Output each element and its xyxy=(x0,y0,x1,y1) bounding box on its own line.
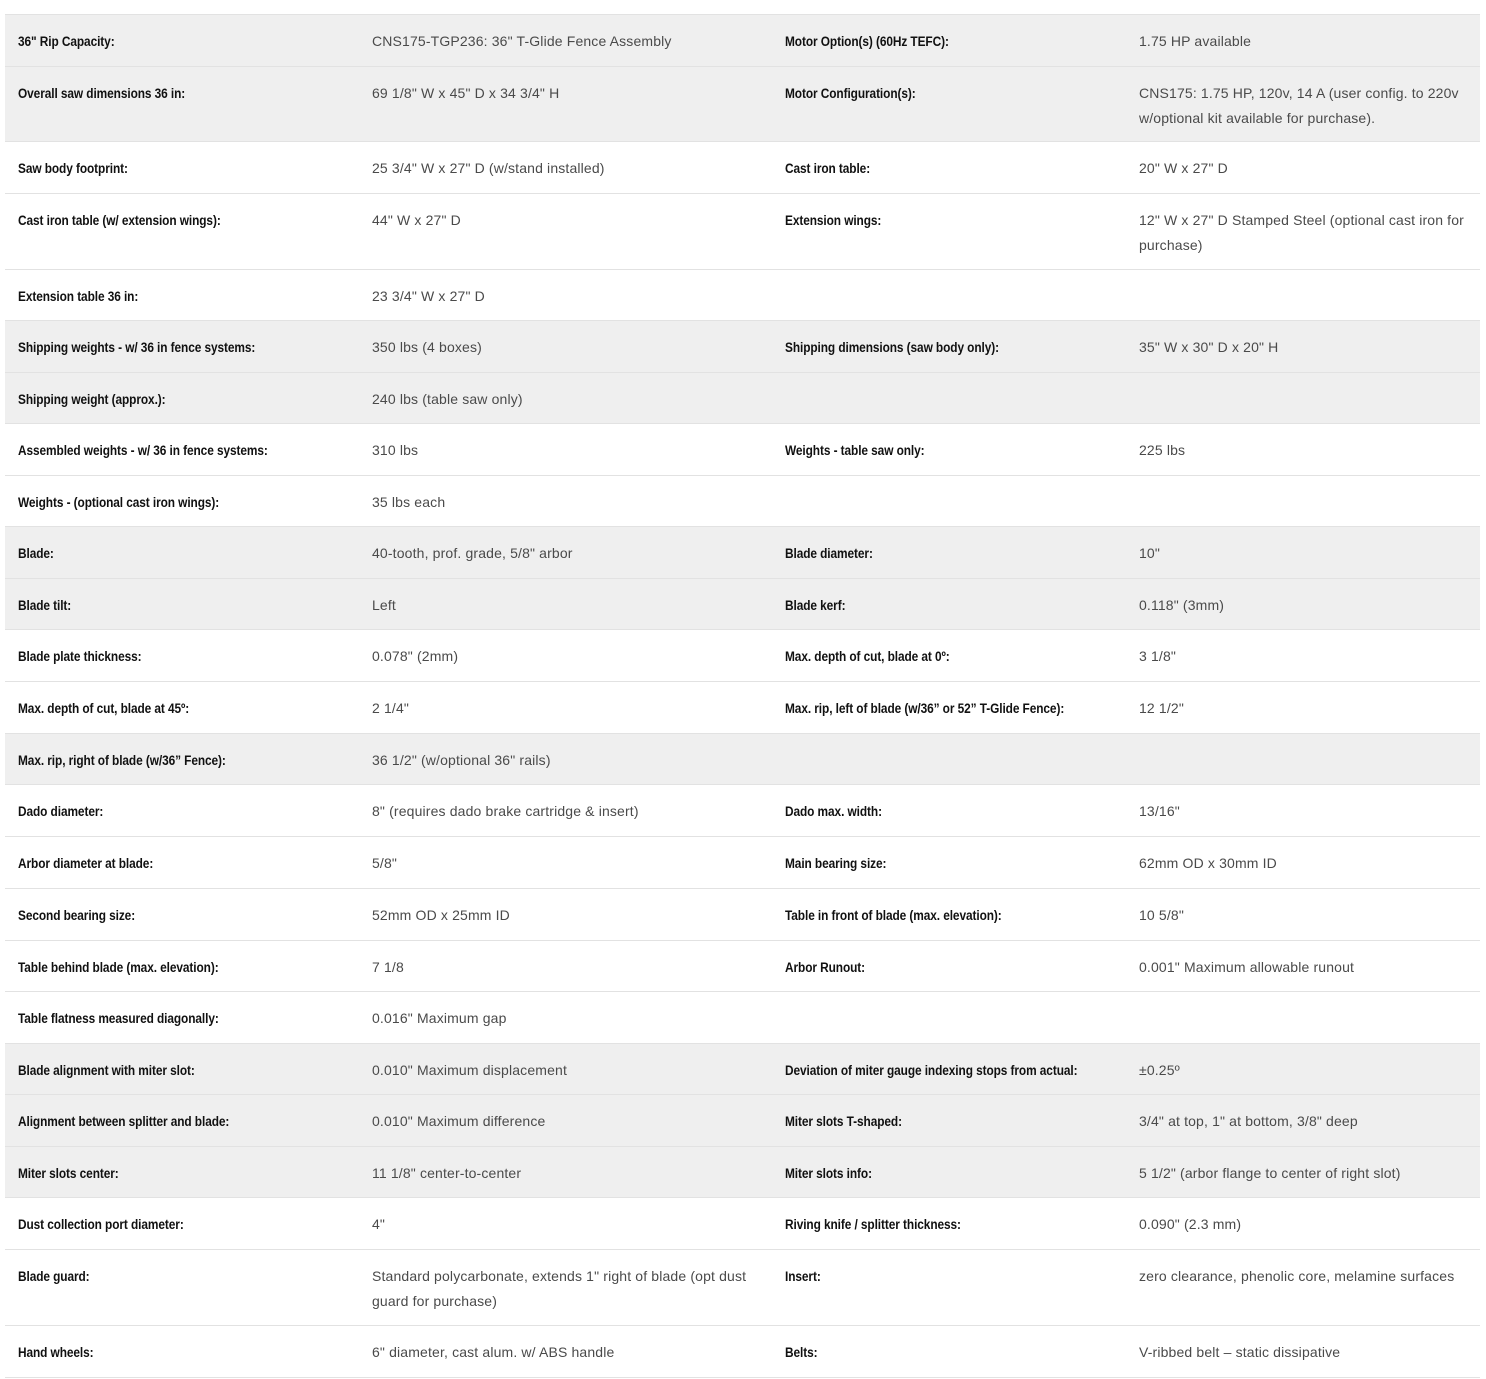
spec-label xyxy=(773,992,1127,1032)
spec-value: zero clearance, phenolic core, melamine surfaces xyxy=(1139,1268,1455,1284)
table-row xyxy=(5,992,1480,1044)
table-row xyxy=(5,142,1480,194)
spec-label: Cast iron table (w/ extension wings): xyxy=(18,213,221,228)
table-row xyxy=(5,1044,1480,1095)
table-row xyxy=(5,321,1480,373)
spec-label: Alignment between splitter and blade: xyxy=(18,1114,230,1129)
spec-value: V-ribbed belt – static dissipative xyxy=(1139,1344,1341,1360)
spec-label: Table behind blade (max. elevation): xyxy=(18,960,219,975)
table-row xyxy=(5,734,1480,785)
spec-label: Cast iron table: xyxy=(785,161,871,176)
spec-value: Standard polycarbonate, extends 1" right of blade (opt dust guard for purchase) xyxy=(372,1268,747,1309)
spec-label xyxy=(773,373,1127,413)
spec-value: 40-tooth, prof. grade, 5/8" arbor xyxy=(372,545,573,561)
spec-label: Riving knife / splitter thickness: xyxy=(785,1217,961,1232)
spec-value xyxy=(1127,992,1480,1006)
spec-value: 0.118" (3mm) xyxy=(1139,597,1225,613)
table-row xyxy=(5,1198,1480,1250)
spec-label: Second bearing size: xyxy=(18,908,136,923)
spec-value: 11 1/8" center-to-center xyxy=(372,1165,522,1181)
spec-value xyxy=(1127,734,1480,748)
table-row xyxy=(5,1250,1480,1326)
spec-label: Belts: xyxy=(785,1345,818,1360)
spec-label: Miter slots T-shaped: xyxy=(785,1114,902,1129)
spec-value: 350 lbs (4 boxes) xyxy=(372,339,482,355)
spec-label: Max. rip, right of blade (w/36” Fence): xyxy=(18,753,226,768)
spec-label: Overall saw dimensions 36 in: xyxy=(18,86,186,101)
spec-value xyxy=(1127,373,1480,387)
table-row xyxy=(5,270,1480,321)
table-row xyxy=(5,424,1480,476)
spec-label: Deviation of miter gauge indexing stops from actual: xyxy=(785,1063,1078,1078)
table-row xyxy=(5,373,1480,424)
spec-label: Shipping weights - w/ 36 in fence systems: xyxy=(18,340,256,355)
spec-value: 35" W x 30" D x 20" H xyxy=(1139,339,1279,355)
spec-label: Max. depth of cut, blade at 0º: xyxy=(785,649,950,664)
spec-value: 0.001" Maximum allowable runout xyxy=(1139,959,1355,975)
spec-value: 52mm OD x 25mm ID xyxy=(372,907,510,923)
spec-value: 0.078" (2mm) xyxy=(372,648,459,664)
spec-value: 36 1/2" (w/optional 36" rails) xyxy=(372,752,551,768)
spec-value: 3/4" at top, 1" at bottom, 3/8" deep xyxy=(1139,1113,1358,1129)
spec-label: Motor Configuration(s): xyxy=(785,86,916,101)
spec-label: Shipping weight (approx.): xyxy=(18,392,166,407)
spec-label: Max. depth of cut, blade at 45º: xyxy=(18,701,190,716)
table-row xyxy=(5,194,1480,270)
spec-label xyxy=(773,270,1127,310)
spec-value: CNS175-TGP236: 36" T-Glide Fence Assembly xyxy=(372,33,672,49)
spec-label: Assembled weights - w/ 36 in fence systems: xyxy=(18,443,268,458)
table-row xyxy=(5,1147,1480,1198)
table-row xyxy=(5,476,1480,527)
spec-value: ±0.25º xyxy=(1139,1062,1180,1078)
spec-value: 0.010" Maximum difference xyxy=(372,1113,546,1129)
spec-label: Extension wings: xyxy=(785,213,882,228)
spec-label: Table in front of blade (max. elevation): xyxy=(785,908,1002,923)
spec-label: Hand wheels: xyxy=(18,1345,94,1360)
spec-label: Table flatness measured diagonally: xyxy=(18,1011,219,1026)
spec-label: Blade diameter: xyxy=(785,546,873,561)
spec-value: 240 lbs (table saw only) xyxy=(372,391,523,407)
spec-label: Blade plate thickness: xyxy=(18,649,142,664)
spec-label: Blade tilt: xyxy=(18,598,72,613)
spec-value: 25 3/4" W x 27" D (w/stand installed) xyxy=(372,160,605,176)
spec-label: Arbor diameter at blade: xyxy=(18,856,154,871)
table-row xyxy=(5,579,1480,630)
spec-value: 13/16" xyxy=(1139,803,1180,819)
spec-label: Dust collection port diameter: xyxy=(18,1217,184,1232)
spec-value: 3 1/8" xyxy=(1139,648,1177,664)
spec-value: 20" W x 27" D xyxy=(1139,160,1228,176)
spec-value: 4" xyxy=(372,1216,386,1232)
spec-value: CNS175: 1.75 HP, 120v, 14 A (user config. to 220v w/optional kit available for purchase). xyxy=(1139,85,1459,126)
spec-label: Dado diameter: xyxy=(18,804,104,819)
spec-value: 10 5/8" xyxy=(1139,907,1184,923)
spec-value: 5/8" xyxy=(372,855,398,871)
spec-value: 0.016" Maximum gap xyxy=(372,1010,507,1026)
spec-label: 36" Rip Capacity: xyxy=(18,34,115,49)
spec-value: 44" W x 27" D xyxy=(372,212,461,228)
spec-value: 0.090" (2.3 mm) xyxy=(1139,1216,1242,1232)
spec-value: Left xyxy=(372,597,396,613)
table-row xyxy=(5,1326,1480,1378)
spec-value: 7 1/8 xyxy=(372,959,404,975)
spec-value: 0.010" Maximum displacement xyxy=(372,1062,567,1078)
spec-label: Main bearing size: xyxy=(785,856,887,871)
spec-label: Extension table 36 in: xyxy=(18,289,139,304)
table-row xyxy=(5,527,1480,579)
spec-table xyxy=(5,14,1480,1378)
spec-label: Blade kerf: xyxy=(785,598,846,613)
spec-value: 2 1/4" xyxy=(372,700,410,716)
spec-value xyxy=(1127,270,1480,284)
table-row xyxy=(5,15,1480,67)
spec-label: Shipping dimensions (saw body only): xyxy=(785,340,999,355)
table-row xyxy=(5,682,1480,734)
spec-label xyxy=(773,734,1127,774)
spec-value: 1.75 HP available xyxy=(1139,33,1252,49)
spec-label: Max. rip, left of blade (w/36” or 52” T-Glide Fence): xyxy=(785,701,1065,716)
spec-label: Dado max. width: xyxy=(785,804,882,819)
spec-label: Blade guard: xyxy=(18,1269,90,1284)
spec-value: 12" W x 27" D Stamped Steel (optional cast iron for purchase) xyxy=(1139,212,1464,253)
spec-value: 6" diameter, cast alum. w/ ABS handle xyxy=(372,1344,615,1360)
spec-value xyxy=(1127,476,1480,490)
spec-label: Arbor Runout: xyxy=(785,960,866,975)
table-row xyxy=(5,837,1480,889)
spec-value: 62mm OD x 30mm ID xyxy=(1139,855,1277,871)
spec-value: 35 lbs each xyxy=(372,494,446,510)
spec-label: Miter slots info: xyxy=(785,1166,872,1181)
table-row xyxy=(5,1095,1480,1147)
spec-label: Weights - (optional cast iron wings): xyxy=(18,495,220,510)
spec-value: 5 1/2" (arbor flange to center of right slot) xyxy=(1139,1165,1401,1181)
table-row xyxy=(5,630,1480,682)
spec-label: Insert: xyxy=(785,1269,821,1284)
spec-value: 69 1/8" W x 45" D x 34 3/4" H xyxy=(372,85,560,101)
spec-label: Blade alignment with miter slot: xyxy=(18,1063,195,1078)
spec-value: 10" xyxy=(1139,545,1160,561)
spec-value: 8" (requires dado brake cartridge & insert) xyxy=(372,803,639,819)
spec-label: Weights - table saw only: xyxy=(785,443,925,458)
table-row xyxy=(5,889,1480,941)
spec-label: Saw body footprint: xyxy=(18,161,128,176)
spec-label: Blade: xyxy=(18,546,54,561)
spec-value: 225 lbs xyxy=(1139,442,1186,458)
table-row xyxy=(5,67,1480,142)
spec-label: Miter slots center: xyxy=(18,1166,119,1181)
spec-value: 23 3/4" W x 27" D xyxy=(372,288,485,304)
table-row xyxy=(5,785,1480,837)
spec-value: 310 lbs xyxy=(372,442,419,458)
spec-label xyxy=(773,476,1127,516)
spec-label: Motor Option(s) (60Hz TEFC): xyxy=(785,34,949,49)
spec-value: 12 1/2" xyxy=(1139,700,1184,716)
table-row xyxy=(5,941,1480,992)
